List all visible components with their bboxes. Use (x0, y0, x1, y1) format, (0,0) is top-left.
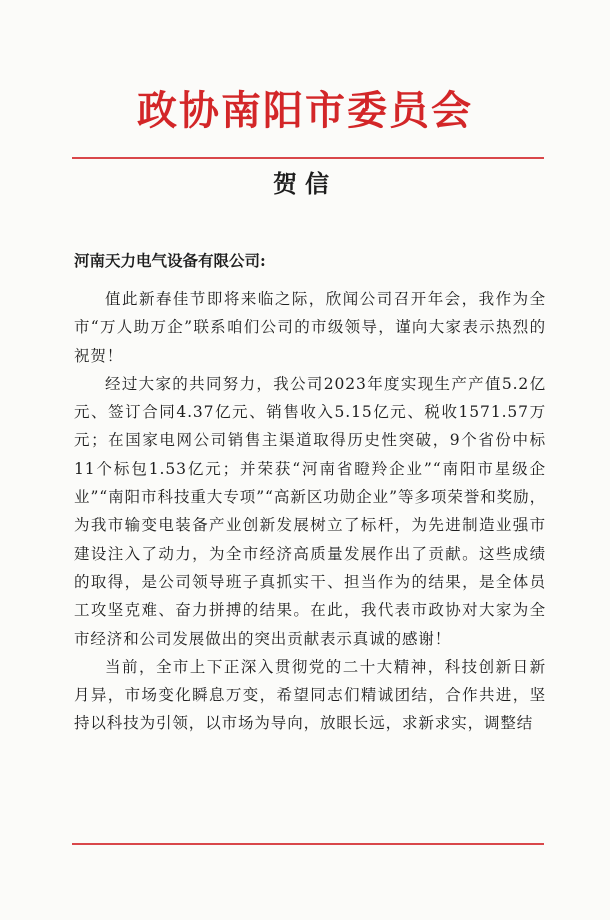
document-title: 贺信 (273, 169, 337, 198)
letter-salutation: 河南天力电气设备有限公司: (74, 251, 266, 270)
letter-paragraph: 值此新春佳节即将来临之际，欣闻公司召开年会，我作为全市“万人助万企”联系咱们公司的市级领导，谨向大家表示热烈的祝贺！ (74, 290, 546, 365)
letter-body (74, 285, 546, 738)
header-divider (72, 157, 544, 159)
letter-paragraph: 当前，全市上下正深入贯彻党的二十大精神，科技创新日新月异，市场变化瞬息万变，希望同志们精诚团结，合作共进，坚持以科技为引领，以市场为导向，放眼长远，求新求实，调整结 (74, 657, 546, 733)
footer-divider (72, 843, 544, 845)
letter-paragraph: 经过大家的共同努力，我公司2023年度实现生产产值5.2亿元、签订合同4.37亿元、销售收入5.15亿元、税收1571.57万元；在国家电网公司销售主渠道取得历史性突破，9个省份中标11个标包1.53亿元；并荣获“河南省瞪羚企业”“南阳市星级企业”“南阳市科技重大专项”“高新区功勋企业”等多项荣誉和奖励，为我市输变电装备产业创新发展树立了标杆，为先进制造业强市建设注入了动力，为全市经济高质量发展作出了贡献。这些成绩的取得，是公司领导班子真抓实干、担当作为的结果，是全体员工攻坚克难、奋力拼搏的结果。在此，我代表市政协对大家为全市经济和公司发展做出的突出贡献表示真诚的感谢！ (74, 374, 546, 648)
organization-title: 政协南阳市委员会 (137, 87, 473, 134)
